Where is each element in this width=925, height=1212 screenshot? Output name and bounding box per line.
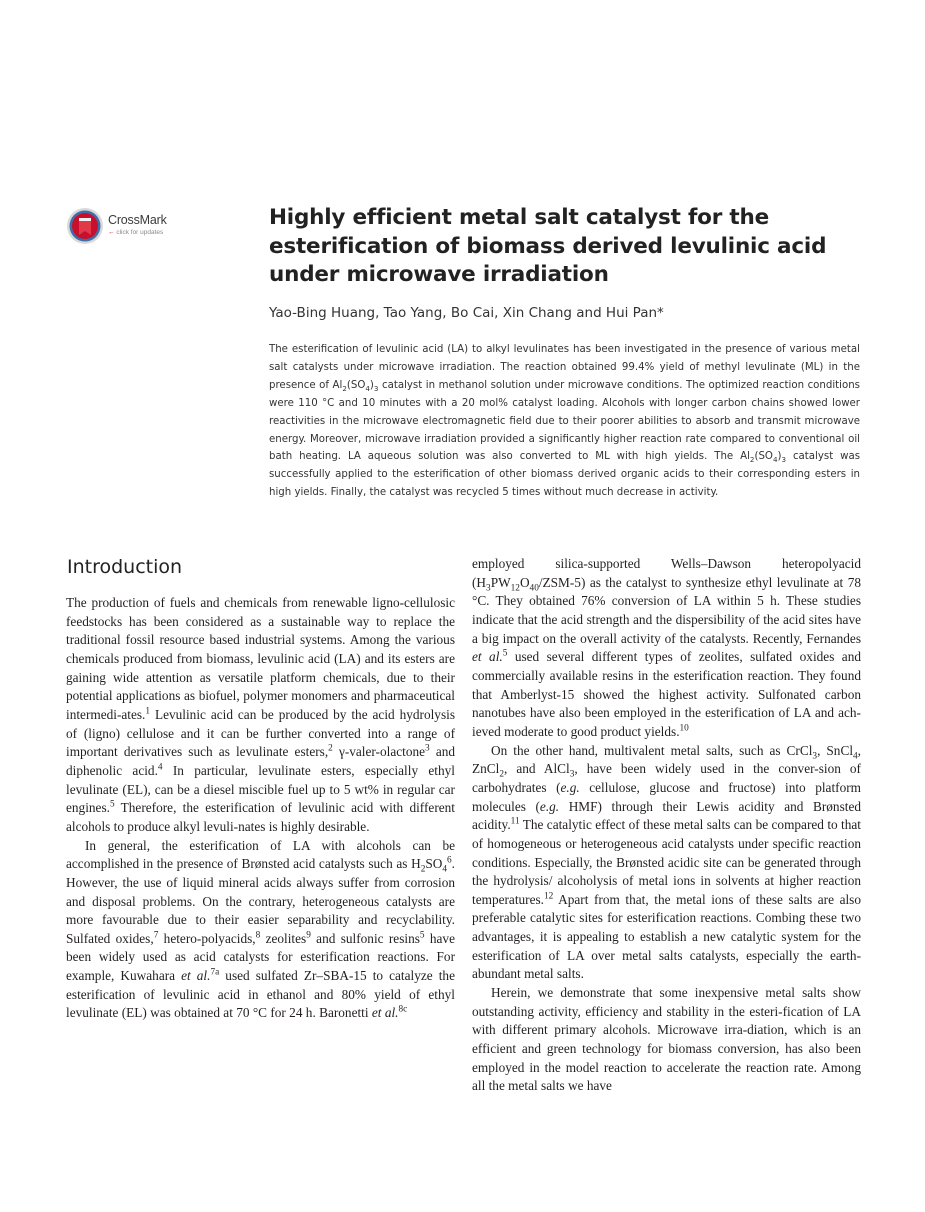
paragraph: The production of fuels and chemicals from renewable ligno-cellulosic feedstocks has been considered as a sustainable way to replace the traditional fossil resource based industrial systems. Among the various chemicals produced from biomass, levulinic acid (LA) and its esters are gaining wide attention as versatile platform chemicals, due to their potential applications as biofuel, polymer monomers and pharmaceutical intermedi-ates.$^1$ Levulinic acid can be produced by the acid hydrolysis of (ligno) cellulose and it can be further converted into a range of important derivatives such as levulinate esters,$^2$ γ-valer-olactone$^3$ and diphenolic acid.$^4$ In particular, levulinate esters, especially ethyl levulinate (EL), can be a diesel miscible fuel up to 5 wt% in regular car engines.$^5$ Therefore, the esterification of levulinic acid with different alcohols to produce alkyl levuli-nates is highly desirable. [66, 595, 456, 834]
crossmark-label: CrossMark [108, 213, 167, 227]
citation[interactable]: 11 [510, 816, 520, 827]
paragraph: Herein, we demonstrate that some inexpensive metal salts show outstanding activity, efficiency and stability in the esteri-fication of LA with different primary alcohols. Microwave irra-diation, which is an efficient and green technology for biomass conversion, has also been employed in the model reaction to accelerate the reaction rate. Among all the metal salts we have [472, 985, 861, 1094]
citation[interactable]: 3 [425, 743, 430, 754]
paragraph: On the other hand, multivalent metal salts, such as CrCl$_3$, SnCl$_4$, ZnCl$_2$, and AlCl$_3$, have been widely used in the conver-sion of carbohydrates (e.g. cellulose, glucose and fructose) into platform molecules (e.g. HMF) through their Lewis acidity and Brønsted acidity.$^{11}$ The catalytic effect of these metal salts can be compared to that of homogeneous or heterogeneous acid catalysts under specific reaction conditions. Especially, the Brønsted acidic site can be generated through the hydrolysis/ alcoholysis of metal ions in solvents at higher reaction temperatures.$^{12}$ Apart from that, the metal ions of these salts are also preferable catalytic sites for esterification reactions. Combing these two advantages, it is appealing to establish a new catalytic system for the esterification of LA over metal salts catalysts, especially the earth-abundant metal salts. [472, 742, 862, 982]
article-authors: Yao-Bing Huang, Tao Yang, Bo Cai, Xin Chang and Hui Pan* [269, 305, 664, 321]
citation[interactable]: 7a [210, 967, 220, 978]
abstract: The esterification of levulinic acid (LA) to alkyl levulinates has been investigated in the presence of various metal salt catalysts under microwave irradiation. The reaction obtained 99.4% yield of methyl levulinate (ML) in the presence of $Al_2(SO_4)_3$ catalyst in methanol solution under microwave conditions. The optimized reaction conditions were 110 °C and 10 minutes with a 20 mol% catalyst loading. Alcohols with longer carbon chains showed lower reactivities in the microwave electromagnetic field due to their poorer abilities to absorb and transmit microwave energy. Moreover, microwave irradiation provided a significantly higher reaction rate compared to conventional oil bath heating. LA aqueous solution was also converted to ML with high yields. The $Al_2(SO_4)_3$ catalyst was successfully applied to the esterification of other biomass derived organic acids to their corresponding esters in high yields. Finally, the catalyst was recycled 5 times without much decrease in activity. [269, 344, 861, 499]
body-column-right [472, 555, 861, 1096]
citation[interactable]: 7 [153, 930, 159, 941]
citation[interactable]: 8 [255, 930, 261, 941]
article-title: Highly efficient metal salt catalyst for the esterification of biomass derived levulinic acid under microwave irradiation [269, 205, 827, 287]
citation[interactable]: 4 [157, 762, 163, 773]
citation[interactable]: 8c [398, 1005, 408, 1016]
citation[interactable]: 10 [679, 723, 689, 734]
body-column-left [66, 594, 455, 1023]
crossmark-sublabel: ← click for updates [108, 229, 164, 236]
citation[interactable]: 2 [328, 743, 333, 754]
citation[interactable]: 9 [306, 930, 311, 941]
section-heading-introduction: Introduction [67, 556, 183, 578]
crossmark-icon [66, 207, 104, 245]
paragraph: employed silica-supported Wells–Dawson heteropolyacid $(H_3PW_{12}O_{40}/ZSM-5)$ as the catalyst to synthesize ethyl levulinate at 78 °C. They obtained 76% conversion of LA within 5 h. These studies indicate that the acid strength and the dispersibility of the acid sites have a big impact on the overall activity of the catalysts. Recently, Fernandes et al.$^5$ used several different types of zeolites, sulfated oxides and commercially available resins in the esterification reaction. They found that Amberlyst-15 showed the highest activity. Sulfonated carbon nanotubes have also been employed in the esterification of LA and ach-ieved moderate to good product yields.$^{10}$ [472, 556, 862, 739]
citation[interactable]: 5 [502, 648, 508, 659]
citation[interactable]: 5 [109, 799, 115, 810]
citation[interactable]: 5 [419, 930, 425, 941]
citation[interactable]: 1 [145, 706, 151, 717]
crossmark-badge[interactable] [66, 207, 186, 249]
arrow-left-icon: ← [108, 229, 115, 236]
citation[interactable]: 12 [544, 891, 554, 902]
paragraph: In general, the esterification of LA with alcohols can be accomplished in the presence of Brønsted acid catalysts such as $H_2SO_4^6$. However, the use of liquid mineral acids always suffer from corrosion and disposal problems. On the contrary, heterogeneous catalysts are more favourable due to their easier separability and recyclability. Sulfated oxides,$^7$ hetero-polyacids,$^8$ zeolites$^9$ and sulfonic resins$^5$ have been widely used as acid catalysts for esterification reactions. For example, Kuwahara et al.$^{7a}$ used sulfated Zr–SBA-15 to catalyze the esterification of levulinic acid in ethanol and 80% yield of ethyl levulinate (EL) was obtained at 70 °C for 24 h. Baronetti et al.$^{8c}$ [66, 837, 455, 1021]
citation[interactable]: 6 [447, 855, 452, 866]
